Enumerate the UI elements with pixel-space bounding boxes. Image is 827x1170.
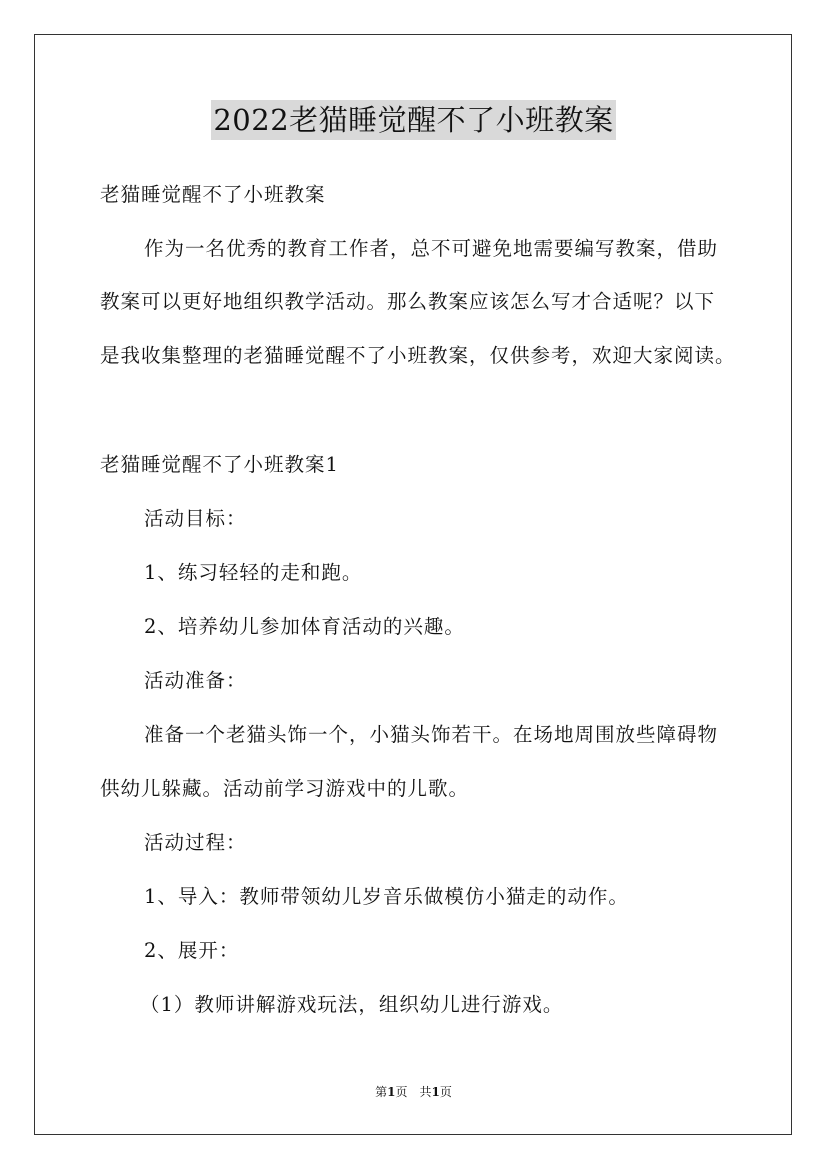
footer-current-page: 1 <box>387 1085 396 1099</box>
document-subtitle: 老猫睡觉醒不了小班教案 <box>100 183 326 206</box>
section-heading: 老猫睡觉醒不了小班教案1 <box>100 453 339 476</box>
process-step-1: 1、导入：教师带领幼儿岁音乐做模仿小猫走的动作。 <box>144 885 629 908</box>
prep-line-2: 供幼儿躲藏。活动前学习游戏中的儿歌。 <box>100 777 470 800</box>
process-step-2: 2、展开： <box>144 939 240 962</box>
goal-item-2: 2、培养幼儿参加体育活动的兴趣。 <box>144 615 465 638</box>
goals-heading: 活动目标： <box>144 507 247 530</box>
intro-line-2: 教案可以更好地组织教学活动。那么教案应该怎么写才合适呢？以下 <box>100 290 716 313</box>
page-footer <box>0 1084 827 1100</box>
footer-middle: 页 共 <box>395 1085 432 1099</box>
footer-prefix: 第 <box>375 1085 388 1099</box>
footer-total-pages: 1 <box>431 1085 440 1099</box>
title-container <box>0 100 827 140</box>
prep-heading: 活动准备： <box>144 669 247 692</box>
footer-suffix: 页 <box>439 1085 452 1099</box>
goal-item-1: 1、练习轻轻的走和跑。 <box>144 561 363 584</box>
document-title: 2022老猫睡觉醒不了小班教案 <box>211 100 615 140</box>
prep-line-1: 准备一个老猫头饰一个，小猫头饰若干。在场地周围放些障碍物 <box>144 723 719 746</box>
process-step-2-1: （1）教师讲解游戏玩法，组织幼儿进行游戏。 <box>140 993 564 1016</box>
intro-line-1: 作为一名优秀的教育工作者，总不可避免地需要编写教案，借助 <box>144 237 719 260</box>
process-heading: 活动过程： <box>144 831 247 854</box>
intro-line-3: 是我收集整理的老猫睡觉醒不了小班教案，仅供参考，欢迎大家阅读。 <box>100 344 736 367</box>
